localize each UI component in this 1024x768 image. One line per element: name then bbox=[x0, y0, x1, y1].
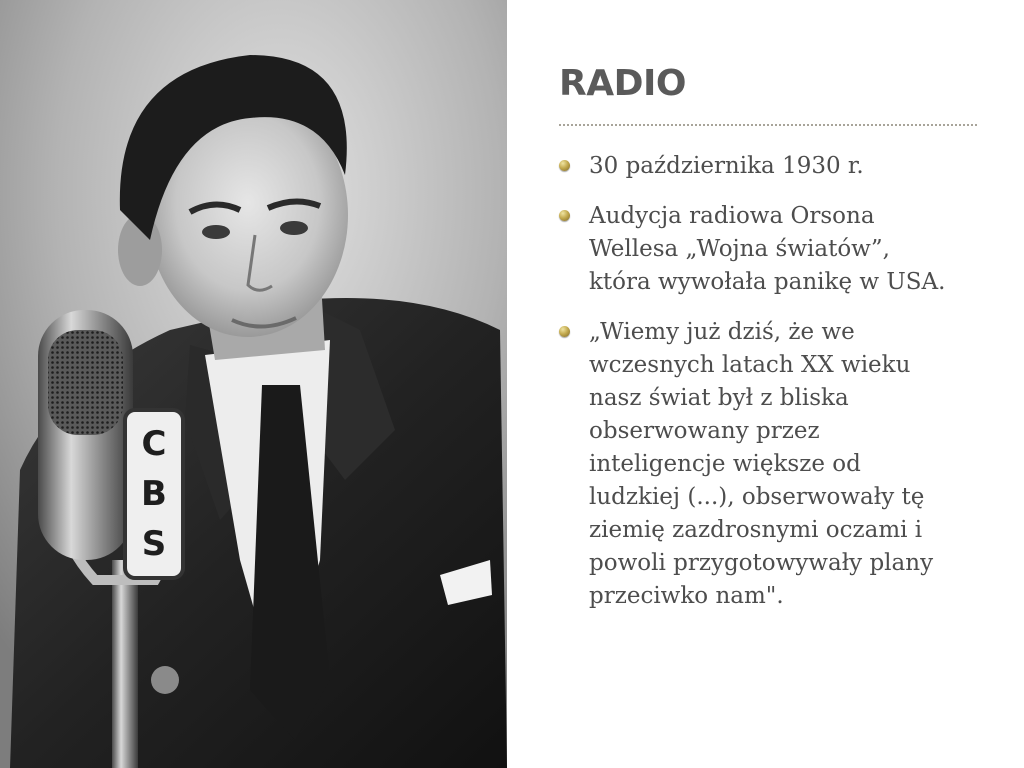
bullet-item bbox=[559, 316, 984, 613]
cbs-letter-c: C bbox=[141, 424, 167, 464]
portrait-photo bbox=[0, 0, 507, 768]
bullet-text: Audycja radiowa Orsona Wellesa „Wojna światów”, która wywołała panikę w USA. bbox=[589, 203, 946, 295]
bullet-text: 30 października 1930 r. bbox=[589, 153, 864, 179]
cbs-letter-s: S bbox=[141, 524, 167, 564]
bullet-dot-icon bbox=[559, 210, 570, 221]
portrait-photo-icon bbox=[0, 0, 507, 768]
bullet-text: „Wiemy już dziś, że we wczesnych latach XX wieku nasz świat był z bliska obserwowany przez inteligencje większe od ludzkiej (...), obserwowały tę ziemię zazdrosnymi oczami i powoli przygotowywały plany przeciwko nam". bbox=[589, 319, 934, 609]
bullet-list bbox=[559, 150, 984, 630]
bullet-dot-icon bbox=[559, 160, 570, 171]
cbs-letter-b: B bbox=[141, 474, 167, 514]
title-divider bbox=[559, 124, 977, 126]
bullet-item bbox=[559, 150, 984, 183]
slide-title: RADIO bbox=[559, 63, 686, 104]
bullet-dot-icon bbox=[559, 326, 570, 337]
bullet-item bbox=[559, 200, 984, 299]
